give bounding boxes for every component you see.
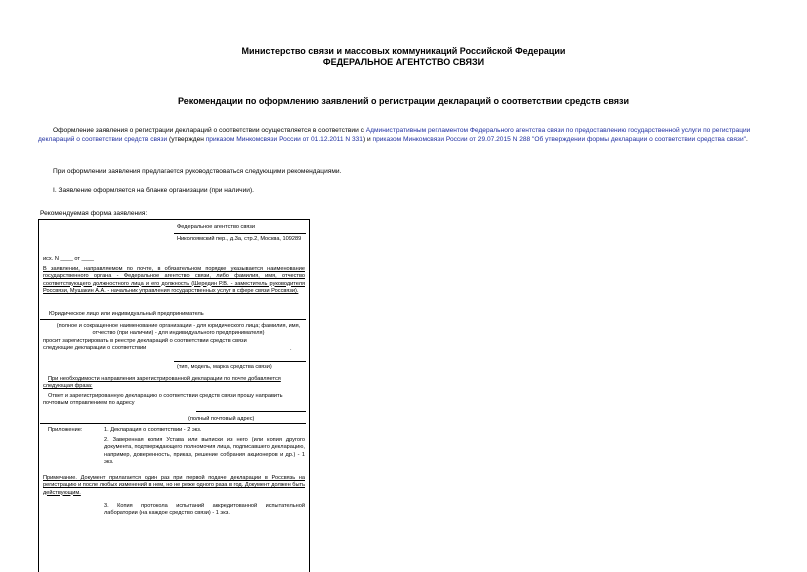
recommendations-intro: При оформлении заявления предлагается руководствоваться следующими рекомендациями. [53, 168, 342, 175]
form-caption: Рекомендуемая форма заявления: [40, 210, 148, 217]
form-attachment-1: 1. Декларация о соответствии - 2 экз. [104, 427, 202, 433]
rule-1: I. Заявление оформляется на бланке организации (при наличии). [53, 187, 254, 194]
order-331-link[interactable]: приказом Минкомсвязи России от 01.12.2011 N 331 [205, 136, 363, 144]
form-applicant: Юридическое лицо или индивидуальный предприниматель [49, 311, 204, 317]
intro-text-mid1: (утвержден [167, 136, 206, 144]
form-address: Николоямский пер., д.3а, стр.2, Москва, 109289 [177, 236, 302, 242]
intro-text-end: . [745, 136, 748, 144]
form-attachment-2: 2. Заверенная копия Устава или выписки из него (или копия другого документа, подтверждающего полномочия лица, подписавшего декларацию, например, доверенность, приказ, решение собрания акционеров и др.) - 1 экз. [104, 437, 305, 465]
form-attachment-3: 3. Копия протокола испытаний аккредитованной испытательной лаборатории (на каждое средство связи) - 1 экз. [104, 503, 305, 517]
form-agency: Федеральное агентство связи [177, 224, 255, 230]
form-note-addressee: В заявлении, направляемом по почте, в обязательном порядке указывается наименование государственного органа - Федеральное агентство связи, либо фамилия, имя, отчество соответствующего должностного лица и его должность (Шередин Р.В. - заместитель руководителя Россвязи, Мушакин А.А. - начальник управления государственных услуг в сфере связи Россвязи). [43, 266, 305, 294]
form-reference: исх. N ____ от ____ [43, 256, 94, 262]
form-note-charter: Примечание. Документ прилагается один раз при первой подаче декларации в Россвязь на регистрацию и после любых изменений в нем, но не реже одного раза в год. Документ должен быть действующим. [43, 475, 305, 496]
document-title: Рекомендации по оформлению заявлений о регистрации деклараций о соответствии средств связи [177, 96, 630, 106]
agency-name: ФЕДЕРАЛЬНОЕ АГЕНТСТВО СВЯЗИ [322, 57, 485, 67]
intro-text-mid2: ) и [362, 136, 373, 144]
intro-paragraph [38, 126, 770, 144]
form-mail-request: Ответ и зарегистрированную декларацию о соответствии средств связи прошу направить почтовым отправлением по адресу [43, 393, 283, 407]
intro-text-start: Оформление заявления о регистрации деклараций о соответствии осуществляется в соответствии с [53, 127, 366, 134]
ministry-name: Министерство связи и массовых коммуникаций Российской Федерации [241, 46, 566, 56]
divider [40, 319, 306, 320]
divider [174, 233, 306, 234]
order-288-link[interactable]: приказом Минкомсвязи России от 29.07.2015 N 288 "Об утверждении формы декларации о соответствии средства связи" [372, 136, 746, 144]
form-note-mail: При необходимости направления зарегистрированной декларации по почте добавляется следующая фраза: [43, 376, 281, 390]
regulation-link[interactable]: Административным регламентом Федерального агентства связи по предоставлению государственной услуги по регистрации деклараций о соответствии средств связи [38, 127, 751, 144]
divider [174, 361, 306, 362]
form-request: просит зарегистрировать в реестре деклараций о соответствии средств связи следующие декларации о соответствии [43, 338, 247, 352]
form-attachments-label: Приложение: [48, 427, 83, 433]
form-request-dot: . [290, 346, 292, 352]
divider [40, 423, 306, 424]
form-applicant-hint: (полное и сокращенное наименование организации - для юридического лица; фамилия, имя, отчество (при наличии) - для индивидуального предпринимателя) [56, 323, 301, 337]
form-device-hint: (тип, модель, марка средства связи) [177, 364, 272, 370]
form-address-hint: (полный почтовый адрес) [188, 416, 255, 422]
divider [196, 411, 306, 412]
